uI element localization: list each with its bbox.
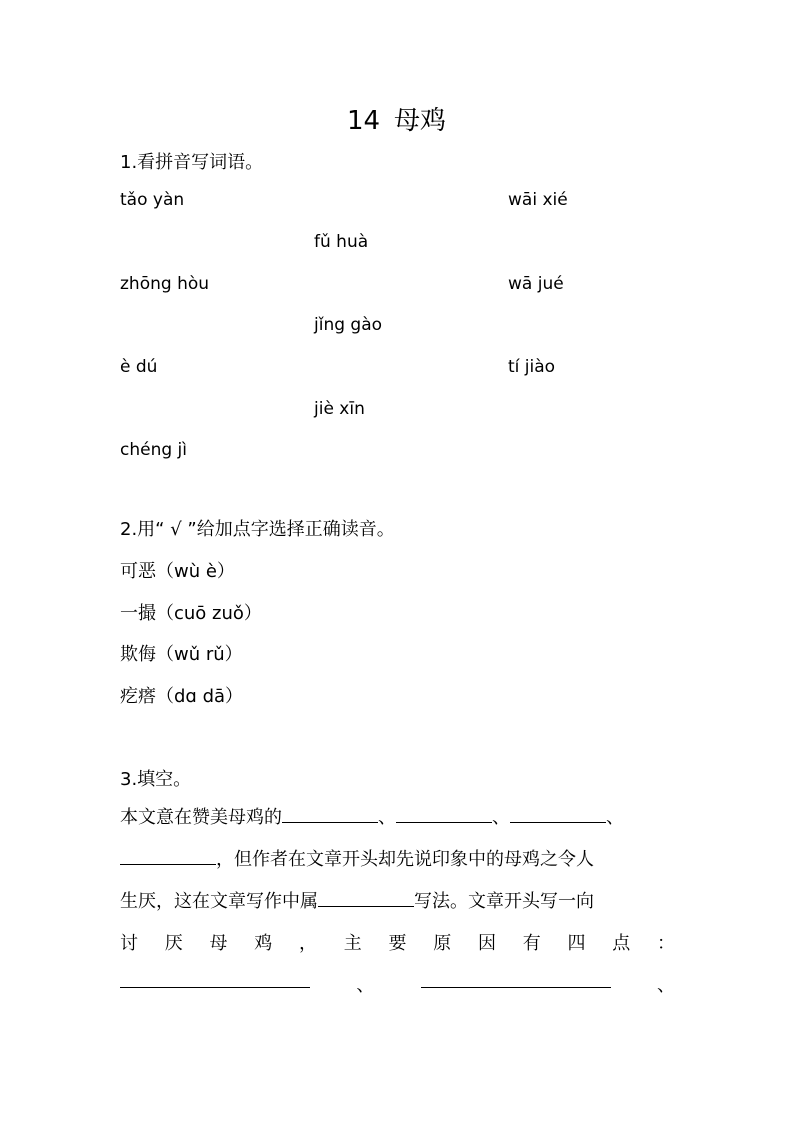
q3-char: 主	[343, 933, 362, 954]
q2-item: 欺侮（wǔ rǔ）	[120, 644, 243, 665]
q3-separator: 、	[656, 975, 675, 996]
q2-heading: 2.用“ √ ”给加点字选择正确读音。	[120, 519, 395, 540]
pinyin-item: jiè xīn	[314, 399, 365, 419]
q3-heading: 3.填空。	[120, 769, 192, 790]
q3-separator: 、	[492, 807, 510, 828]
q3-char: 鸡	[254, 933, 273, 954]
q2-item: 疙瘩（dɑ dā）	[120, 686, 244, 707]
q2-item: 一撮（cuō zuǒ）	[120, 603, 262, 624]
q3-char: 有	[522, 933, 541, 954]
q3-separator: 、	[378, 807, 396, 828]
q3-char: ，	[299, 933, 317, 954]
pinyin-item: wāi xié	[508, 190, 568, 210]
q3-text: 写法。文章开头写一向	[414, 891, 594, 912]
q3-char: 点	[612, 933, 631, 954]
pinyin-item: wā jué	[508, 274, 564, 294]
fill-blank[interactable]	[318, 884, 414, 907]
q3-line-4	[120, 923, 675, 965]
q3-line-5	[120, 965, 675, 1007]
q3-char: 因	[478, 933, 496, 954]
pinyin-item: fǔ huà	[314, 232, 369, 252]
lesson-title: 母鸡	[394, 106, 447, 136]
q3-char: ：	[657, 933, 675, 954]
q3-char: 要	[388, 933, 407, 954]
pinyin-item: tí jiào	[508, 357, 556, 377]
q2-item: 可恶（wù è）	[120, 561, 235, 582]
pinyin-item: chéng jì	[120, 440, 187, 460]
q3-text: ，但作者在文章开头却先说印象中的母鸡之令人	[216, 849, 594, 870]
pinyin-item: jǐng gào	[314, 315, 383, 335]
q3-char: 厌	[164, 933, 183, 954]
q3-separator: 、	[356, 975, 375, 996]
fill-blank[interactable]	[120, 965, 310, 988]
pinyin-item: zhōng hòu	[120, 274, 210, 294]
q3-char: 讨	[120, 933, 138, 954]
fill-blank[interactable]	[396, 800, 492, 823]
q3-char: 母	[209, 933, 228, 954]
q3-text: 本文意在赞美母鸡的	[120, 807, 282, 828]
q3-char: 原	[433, 933, 452, 954]
q1-heading: 1.看拼音写词语。	[120, 152, 264, 173]
fill-blank[interactable]	[510, 800, 606, 823]
fill-blank[interactable]	[120, 842, 216, 865]
q3-char: 四	[567, 933, 586, 954]
fill-blank[interactable]	[282, 800, 378, 823]
q3-line-2	[120, 839, 675, 881]
page-title	[0, 100, 793, 137]
pinyin-item: tǎo yàn	[120, 190, 185, 210]
q3-line-3	[120, 881, 675, 923]
q3-paragraph	[120, 797, 675, 1007]
fill-blank[interactable]	[421, 965, 611, 988]
q3-line-1	[120, 797, 675, 839]
q3-text: 生厌，这在文章写作中属	[120, 891, 318, 912]
pinyin-item: è dú	[120, 357, 158, 377]
q3-separator: 、	[606, 807, 624, 828]
lesson-number: 14	[346, 106, 381, 136]
